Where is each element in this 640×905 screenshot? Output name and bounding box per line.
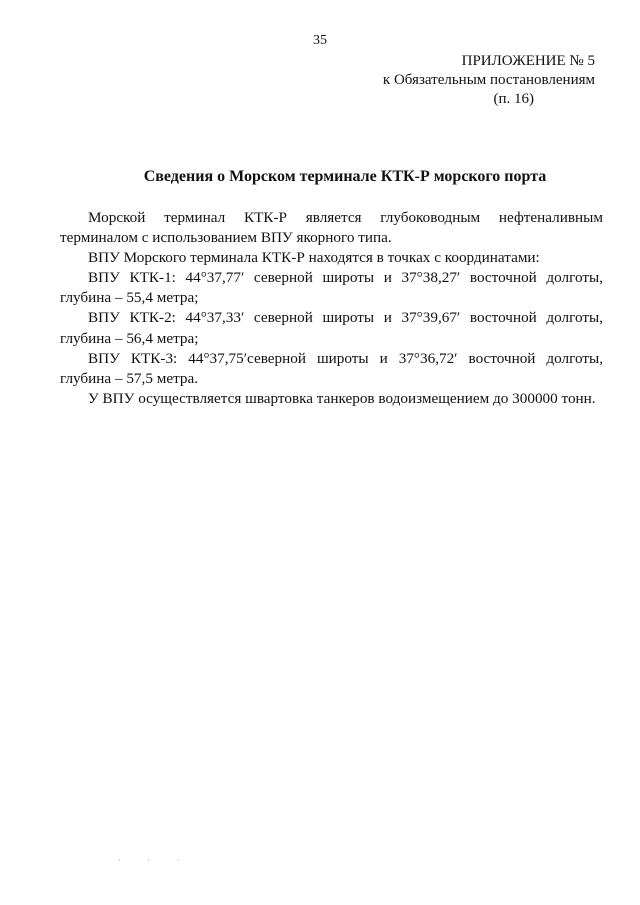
paragraph-coordinates-intro: ВПУ Морского терминала КТК-Р находятся в точках с координатами: [88,249,540,267]
document-body [60,208,603,409]
paragraph-ktk-3: ВПУ КТК-3: 44°37,75′северной широты и 37°36,72′ восточной долготы, глубина – 57,5 метра. [60,349,603,387]
appendix-reference: (п. 16) [493,91,534,107]
scan-artifact-dots: · · · [118,855,192,865]
document-title: Сведения о Морском терминале КТК-Р морского порта [143,168,547,185]
page-number: 35 [313,33,327,48]
paragraph-ktk-1: ВПУ КТК-1: 44°37,77′ северной широты и 37°38,27′ восточной долготы, глубина – 55,4 метра; [60,269,603,307]
paragraph-ktk-2: ВПУ КТК-2: 44°37,33′ северной широты и 37°39,67′ восточной долготы, глубина – 56,4 метра; [60,309,603,347]
appendix-header [335,52,595,109]
paragraph-terminal-description: Морской терминал КТК-Р является глубоководным нефтеналивным терминалом с использованием ВПУ якорного типа. [60,209,603,247]
appendix-title: ПРИЛОЖЕНИЕ № 5 [461,53,595,69]
appendix-subtitle: к Обязательным постановлениям [382,72,595,88]
paragraph-mooring: У ВПУ осуществляется швартовка танкеров водоизмещением до 300000 тонн. [88,389,596,407]
